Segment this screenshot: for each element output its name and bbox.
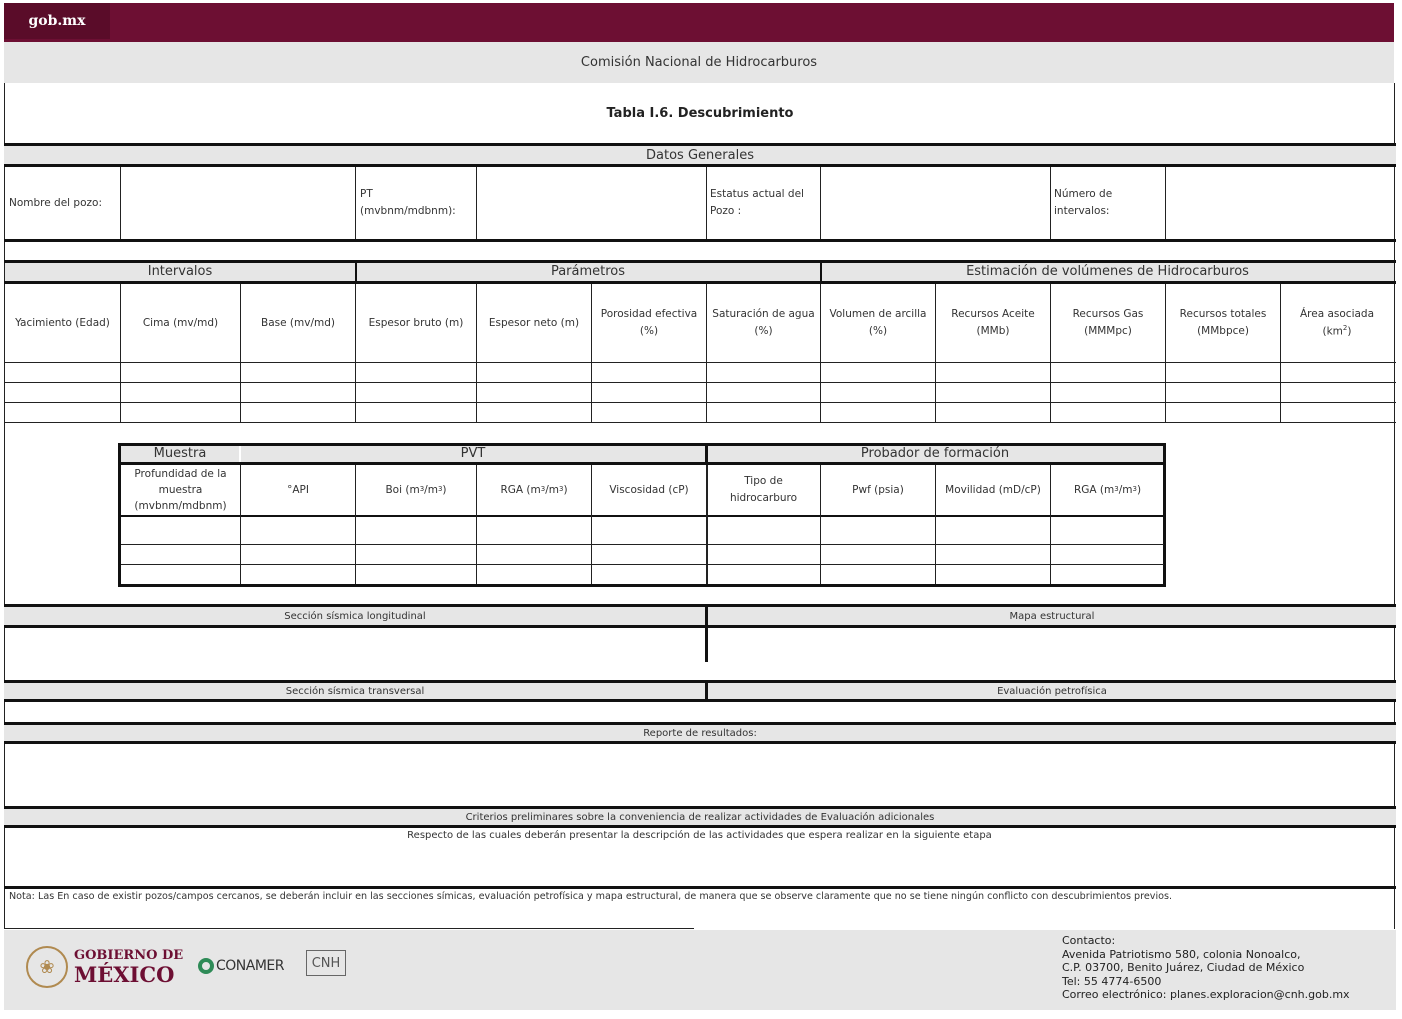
conamer-circle-icon <box>198 958 214 974</box>
column-header <box>1281 284 1393 362</box>
group-divider <box>705 446 708 462</box>
col-api: °API <box>287 483 309 496</box>
col-boi: Boi (m 3 /m 3 ) <box>356 465 476 515</box>
column-header <box>1051 284 1165 362</box>
column-header-line: Espesor neto (m) <box>488 316 580 329</box>
column-header <box>936 284 1050 362</box>
contact-line: Correo electrónico: planes.exploracion@cnh.gob.mx <box>1062 988 1350 1001</box>
gobierno-line2: MÉXICO <box>74 962 175 987</box>
col-pwf: Pwf (psia) <box>852 483 904 496</box>
col-tipo <box>707 465 820 515</box>
reporte-area[interactable] <box>5 744 1394 806</box>
gobierno-line1: GOBIERNO DE <box>74 948 184 963</box>
page-title: Tabla I.6. Descubrimiento <box>606 105 794 121</box>
group-estimacion: Estimación de volúmenes de Hidrocarburos <box>821 263 1394 281</box>
boi-sup2: 3 <box>437 485 443 494</box>
dg-divider <box>1165 167 1166 239</box>
column-header-line: Área asociada <box>1299 307 1375 320</box>
column-header <box>356 284 476 362</box>
row-line <box>4 402 1396 403</box>
boi-sup1: 3 <box>419 485 425 494</box>
column-header <box>1166 284 1280 362</box>
sample-column-divider <box>706 465 708 584</box>
row-line <box>4 362 1396 363</box>
mapa-estructural-area[interactable] <box>709 628 1394 680</box>
column-header-line: (%) <box>754 325 773 337</box>
eagle-seal-icon: ❀ <box>26 946 68 988</box>
col-movilidad: Movilidad (mD/cP) <box>945 483 1041 496</box>
profundidad-line2: muestra <box>158 483 203 496</box>
top-banner <box>4 3 1394 42</box>
group-divider <box>355 263 357 281</box>
column-header-line: Espesor bruto (m) <box>368 316 464 329</box>
row-line <box>4 422 1396 423</box>
rga-sup2: 3 <box>558 485 564 494</box>
frame-right <box>1394 83 1395 929</box>
subheader: Comisión Nacional de Hidrocarburos <box>4 42 1394 83</box>
column-header-line: Base (mv/md) <box>261 316 335 329</box>
row-line <box>121 544 1164 545</box>
column-header-line: Recursos totales <box>1179 308 1267 321</box>
nombre-pozo-label: Nombre del pozo: <box>9 196 102 209</box>
dg-divider <box>120 167 121 239</box>
evaluacion-petrofisica-header: Evaluación petrofísica <box>708 680 1396 702</box>
gobierno-logo[interactable] <box>74 948 183 987</box>
pt-value[interactable] <box>477 167 706 239</box>
sample-column-divider <box>355 465 356 584</box>
column-header <box>707 284 820 362</box>
pt-label <box>356 167 476 239</box>
column-header-line: (km <box>1322 325 1343 338</box>
col-rga2: RGA (m 3 /m 3 ) <box>1051 465 1164 515</box>
column-header-line: (MMb) <box>976 325 1010 337</box>
estatus-label-line1: Estatus actual del <box>710 188 804 201</box>
boi-text: Boi (m <box>385 483 420 496</box>
column-header-line: Recursos Aceite <box>951 308 1035 321</box>
sismica-transversal-header: Sección sísmica transversal <box>4 680 706 702</box>
nota-text: Nota: Las En caso de existir pozos/campos cercanos, se deberán incluir en las secciones símicas, evaluación petrofísica y mapa estructural, de manera que se observe claramente que no se tiene ningún conflicto con descubrimientos previos. <box>9 891 1173 903</box>
nombre-pozo-value[interactable] <box>121 167 355 239</box>
estatus-label <box>706 167 820 239</box>
rga2-sup1: 3 <box>1114 485 1119 494</box>
row-line <box>4 382 1396 383</box>
dg-divider <box>355 167 356 239</box>
contact-line: Tel: 55 4774-6500 <box>1062 974 1162 988</box>
mapa-estructural-header: Mapa estructural <box>708 604 1396 628</box>
reporte-header: Reporte de resultados: <box>4 722 1396 744</box>
tipo-line2: hidrocarburo <box>729 492 798 504</box>
column-header-line: $(km^2)$ <box>1322 323 1352 338</box>
group-pvt: PVT <box>241 446 705 462</box>
contact-line: C.P. 03700, Benito Juárez, Ciudad de México <box>1062 961 1305 974</box>
dg-divider <box>706 167 707 239</box>
conamer-logo[interactable] <box>198 958 284 974</box>
rga-text: RGA (m <box>500 483 541 496</box>
column-header <box>821 284 935 362</box>
column-header-line: (%) <box>639 325 659 337</box>
datos-generales-header: Datos Generales <box>4 143 1396 167</box>
column-header <box>5 284 120 362</box>
column-header-line: (MMbpce) <box>1197 325 1249 337</box>
sample-column-divider <box>240 465 241 584</box>
contact-block <box>1062 934 1350 1002</box>
cnh-logo[interactable]: CNH <box>306 950 346 976</box>
row-line <box>121 564 1164 565</box>
col-rga: RGA (m 3 /m 3 ) <box>477 465 591 515</box>
column-header-line: Recursos Gas <box>1072 308 1144 321</box>
section-divider <box>705 604 708 662</box>
section-divider <box>705 680 708 702</box>
sample-column-divider <box>820 465 821 584</box>
estatus-value[interactable] <box>821 167 1050 239</box>
divider <box>4 239 1396 242</box>
sample-column-divider <box>935 465 936 584</box>
intervalos-count-line2: intervalos: <box>1054 205 1110 217</box>
dg-divider <box>1050 167 1051 239</box>
conamer-text: CONAMER <box>216 958 284 974</box>
criterios-area[interactable] <box>5 844 1394 886</box>
column-header-line: (%) <box>868 325 888 337</box>
sample-column-divider <box>591 465 592 584</box>
column-header-line: (MMMpc) <box>1084 325 1132 337</box>
rga2-sup2: 3 <box>1132 485 1137 494</box>
respecto-text: Respecto de las cuales deberán presentar la descripción de las actividades que espera realizar en la siguiente etapa <box>407 830 992 841</box>
superscript: 2 <box>1342 323 1348 332</box>
intervalos-count-value[interactable] <box>1166 167 1394 239</box>
sismica-longitudinal-header: Sección sísmica longitudinal <box>4 604 706 628</box>
sismica-transversal-area[interactable] <box>5 702 1394 722</box>
intervalos-count-line1: Número de <box>1054 188 1113 201</box>
contact-line: Avenida Patriotismo 580, colonia Nonoalco, <box>1062 947 1301 961</box>
tipo-line1: Tipo de <box>744 475 783 488</box>
group-divider <box>820 263 822 281</box>
column-header <box>592 284 706 362</box>
dg-divider <box>820 167 821 239</box>
rga-sup1: 3 <box>540 485 546 494</box>
column-header-line: Volumen de arcilla <box>829 308 927 321</box>
group-muestra: Muestra <box>121 446 239 462</box>
criterios-header: Criterios preliminares sobre la conveniencia de realizar actividades de Evaluación adicionales <box>4 806 1396 828</box>
pt-label-line2: (mvbnm/mdbnm): <box>360 205 456 217</box>
sample-column-divider <box>476 465 477 584</box>
profundidad-line3: (mvbnm/mdbnm) <box>134 500 227 513</box>
pt-label-line1: PT <box>360 188 373 201</box>
sismica-longitudinal-area[interactable] <box>5 628 704 680</box>
group-parametros: Parámetros <box>356 263 820 281</box>
column-header-line: Porosidad efectiva <box>600 308 698 321</box>
contact-line: Contacto: <box>1062 934 1116 947</box>
col-profundidad <box>121 465 240 515</box>
column-header <box>477 284 591 362</box>
column-header <box>241 284 355 362</box>
rga2-text: RGA (m <box>1073 483 1115 496</box>
intervalos-count-label <box>1050 167 1165 239</box>
col-viscosidad: Viscosidad (cP) <box>609 483 689 496</box>
profundidad-line1: Profundidad de la <box>134 467 227 480</box>
column-header-line: Saturación de agua <box>712 308 815 321</box>
group-intervalos: Intervalos <box>5 263 355 281</box>
dg-divider <box>476 167 477 239</box>
column-header-line: Yacimiento (Edad) <box>15 316 110 329</box>
divider <box>4 928 694 929</box>
column-header-line: Cima (mv/md) <box>142 316 219 329</box>
divider <box>121 515 1164 517</box>
estatus-label-line2: Pozo : <box>710 205 742 217</box>
sample-column-divider <box>1050 465 1051 584</box>
column-header <box>121 284 240 362</box>
group-probador: Probador de formación <box>707 446 1163 462</box>
gobmx-logo[interactable]: gob.mx <box>4 3 110 39</box>
